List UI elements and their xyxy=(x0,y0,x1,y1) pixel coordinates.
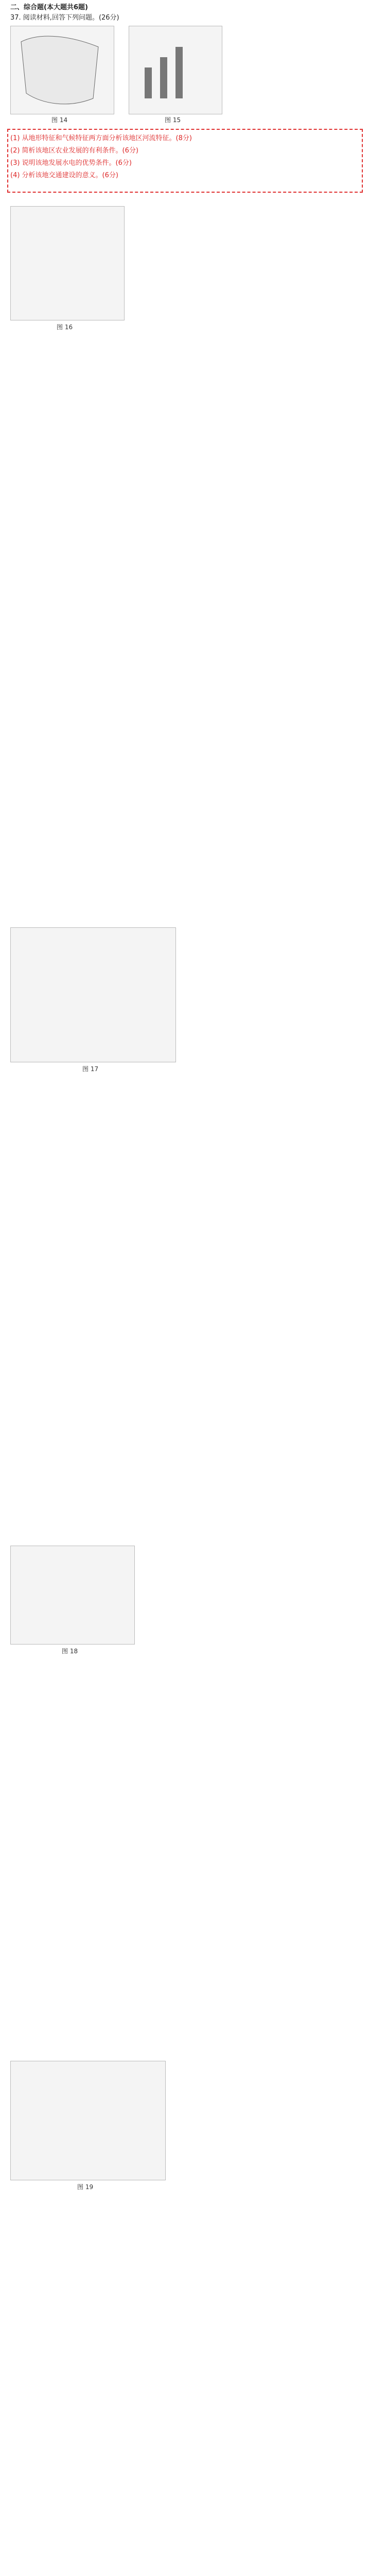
figure-17-map xyxy=(10,927,176,1062)
answer-2: (2) 简析该地区农业发展的有利条件。(6分) xyxy=(10,147,138,155)
figure-16-caption: 图 16 xyxy=(57,324,73,331)
section-title: 二、综合题(本大题共6题) xyxy=(10,4,88,11)
answer-4: (4) 分析该地交通建设的意义。(6分) xyxy=(10,172,118,179)
figure-17-caption: 图 17 xyxy=(82,1065,99,1073)
figure-14-map xyxy=(10,26,114,114)
answer-1: (1) 从地形特征和气候特征两方面分析该地区河流特征。(8分) xyxy=(10,134,192,142)
figure-19-map xyxy=(10,2061,166,2180)
answer-3: (3) 说明该地发展水电的优势条件。(6分) xyxy=(10,159,132,167)
figure-14-caption: 图 14 xyxy=(51,116,68,124)
figure-15-chart xyxy=(129,26,222,114)
figure-16-map xyxy=(10,206,125,320)
figure-15-caption: 图 15 xyxy=(165,116,181,124)
figure-18-map xyxy=(10,1546,135,1645)
figure-18-caption: 图 18 xyxy=(62,1648,78,1655)
figure-19-caption: 图 19 xyxy=(77,2183,94,2191)
question-37: 37. 阅读材料,回答下列问题。(26分) xyxy=(10,14,119,22)
